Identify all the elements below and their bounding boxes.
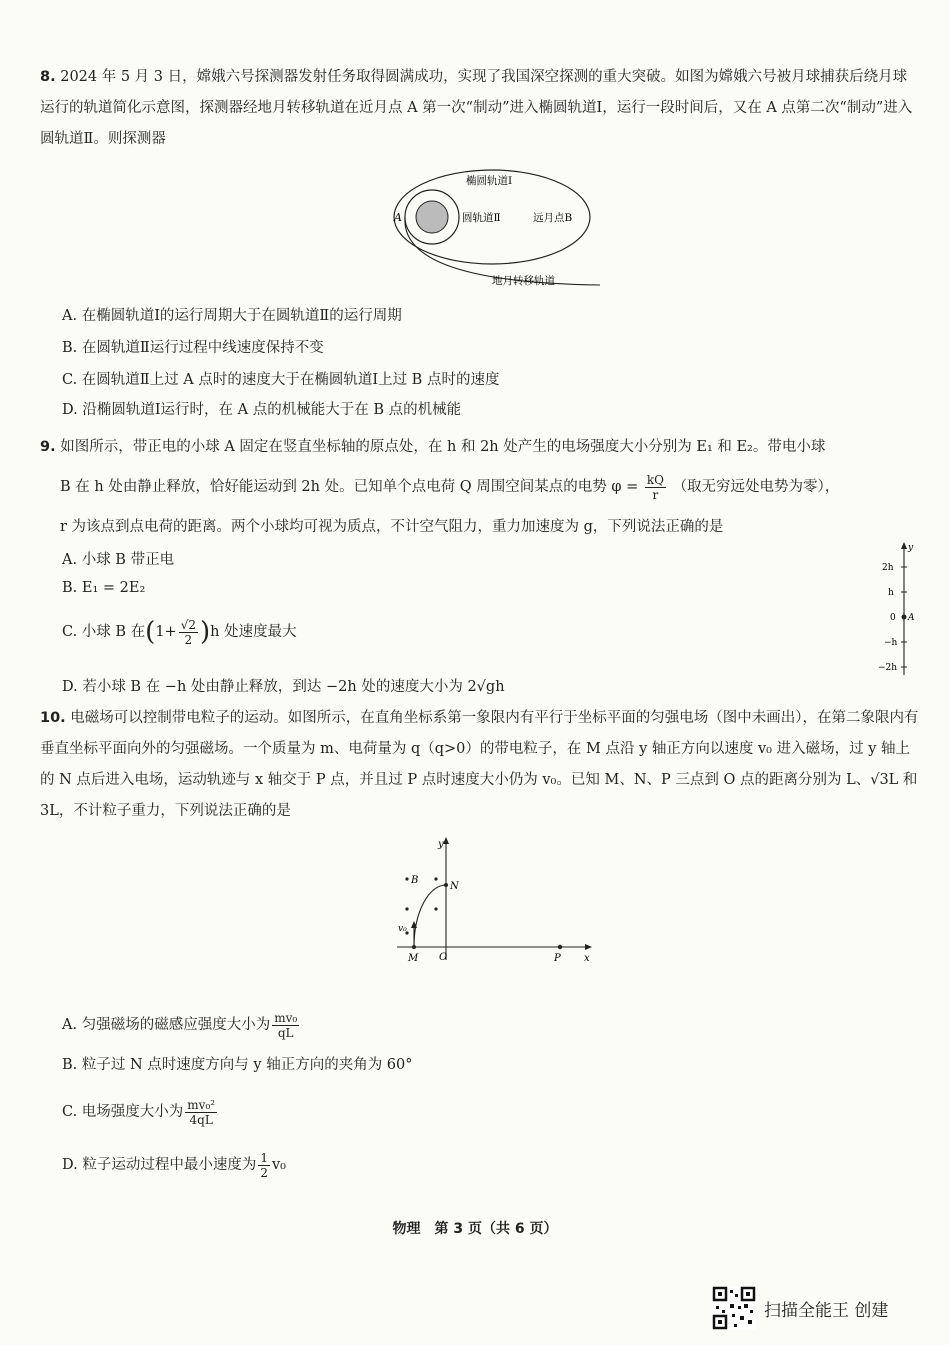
question-stem: 电磁场可以控制带电粒子的运动。如图所示，在直角坐标系第一象限内有平行于坐标平面的匀强电场（图中未画出），在第二象限内有垂直坐标平面向外的匀强磁场。一个质量为 m、电荷量为 q（q>0）的带电粒子，在 M 点沿 y 轴正方向以速度 v₀ 进入磁场，过 y 轴上的 N 点后进入电场，运动轨迹与 x 轴交于 P 点，并且过 P 点时速度大小仍为 v₀。已知 M、N、P 三点到 O 点的距离分别为 L、√3L 和 3L，不计粒子重力，下列说法正确的是 (40, 710, 919, 819)
q9-line2a: B 在 h 处由静止释放，恰好能运动到 2h 处。已知单个点电荷 Q 周围空间某点的电势 φ = (60, 479, 639, 495)
q9-option-a: A. 小球 B 带正电 (62, 552, 175, 568)
question-number: 9. (40, 439, 56, 455)
question-10 (40, 703, 920, 827)
scanner-text: 扫描全能王 创建 (764, 1300, 889, 1321)
q10-option-a: A. 匀强磁场的磁感应强度大小为 $\frac{\text{mv₀}}{qL}$ (62, 1010, 298, 1040)
circle-orbit-label: 圆轨道Ⅱ (462, 212, 501, 224)
q8-option-a: A. 在椭圆轨道Ⅰ的运行周期大于在圆轨道Ⅱ的运行周期 (62, 308, 402, 324)
potential-fraction: $\frac{kQ}{r}$ (646, 472, 664, 502)
q9-line2b: （取无穷远处电势为零）， (672, 479, 840, 495)
q8-option-c: C. 在圆轨道Ⅱ上过 A 点时的速度大于在椭圆轨道Ⅰ上过 B 点时的速度 (62, 372, 500, 388)
point-a-label: A (394, 211, 402, 224)
tick-neg-2h: −2h (878, 663, 898, 673)
q9-option-d: D. 若小球 B 在 −h 处由静止释放，到达 −2h 处的速度大小为 2√gh (62, 679, 505, 695)
q8-option-b: B. 在圆轨道Ⅱ运行过程中线速度保持不变 (62, 340, 324, 356)
vertical-axis-diagram (878, 540, 928, 680)
point-m-label: M (408, 953, 419, 964)
field-diagram (392, 835, 602, 965)
question-8 (40, 62, 920, 155)
v0-label: v₀ (398, 924, 407, 934)
question-9 (40, 427, 920, 547)
ellipse-orbit-label: 椭圆轨道Ⅰ (466, 175, 513, 187)
point-n-label: N (450, 881, 459, 892)
orbit-diagram (390, 165, 600, 290)
tick-neg-h: −h (884, 638, 898, 648)
scanner-watermark (712, 1285, 927, 1331)
question-number: 8. (40, 69, 56, 85)
point-p-label: P (554, 953, 561, 964)
b-field-label: B (411, 875, 419, 886)
q9-option-b: B. E₁ = 2E₂ (62, 580, 146, 596)
tick-0: 0 (890, 613, 896, 623)
q10-option-d: D. 粒子运动过程中最小速度为 $\frac{1}{2}$ v₀ (62, 1150, 286, 1180)
far-point-label: 远月点B (533, 212, 573, 224)
tick-2h: 2h (882, 563, 894, 573)
ball-a-label: A (908, 613, 915, 623)
q10-option-b: B. 粒子过 N 点时速度方向与 y 轴正方向的夹角为 60° (62, 1057, 413, 1073)
q9-option-c: C. 小球 B 在(1+ $\frac{√2}{2}$ )h 处速度最大 (62, 617, 297, 647)
q9-line3: r 为该点到点电荷的距离。两个小球均可视为质点，不计空气阻力，重力加速度为 g，下列说法正确的是 (60, 519, 724, 535)
qr-code-icon (712, 1286, 756, 1330)
q9-line1: 如图所示，带正电的小球 A 固定在竖直坐标轴的原点处，在 h 和 2h 处产生的电场强度大小分别为 E₁ 和 E₂。带电小球 (60, 439, 826, 455)
question-number: 10. (40, 710, 66, 726)
y-axis-label: y (438, 839, 444, 850)
q10-option-c: C. 电场强度大小为 $\frac{\text{mv₀²}}{4qL}$ (62, 1097, 216, 1127)
x-axis-label: x (584, 953, 590, 964)
transfer-orbit-label: 地月转移轨道 (492, 275, 555, 287)
axis-y-label: y (908, 543, 914, 553)
page-footer: 物理 第 3 页（共 6 页） (392, 1221, 558, 1237)
q8-option-d: D. 沿椭圆轨道Ⅰ运行时，在 A 点的机械能大于在 B 点的机械能 (62, 402, 462, 418)
tick-h: h (888, 588, 894, 598)
question-stem: 2024 年 5 月 3 日，嫦娥六号探测器发射任务取得圆满成功，实现了我国深空探测的重大突破。如图为嫦娥六号被月球捕获后绕月球运行的轨道简化示意图，探测器经地月转移轨道在近月点 A 第一次“制动”进入椭圆轨道Ⅰ，运行一段时间后，又在 A 点第二次“制动”进入圆轨道Ⅱ。则探测器 (40, 69, 913, 147)
origin-label: O (439, 952, 448, 963)
